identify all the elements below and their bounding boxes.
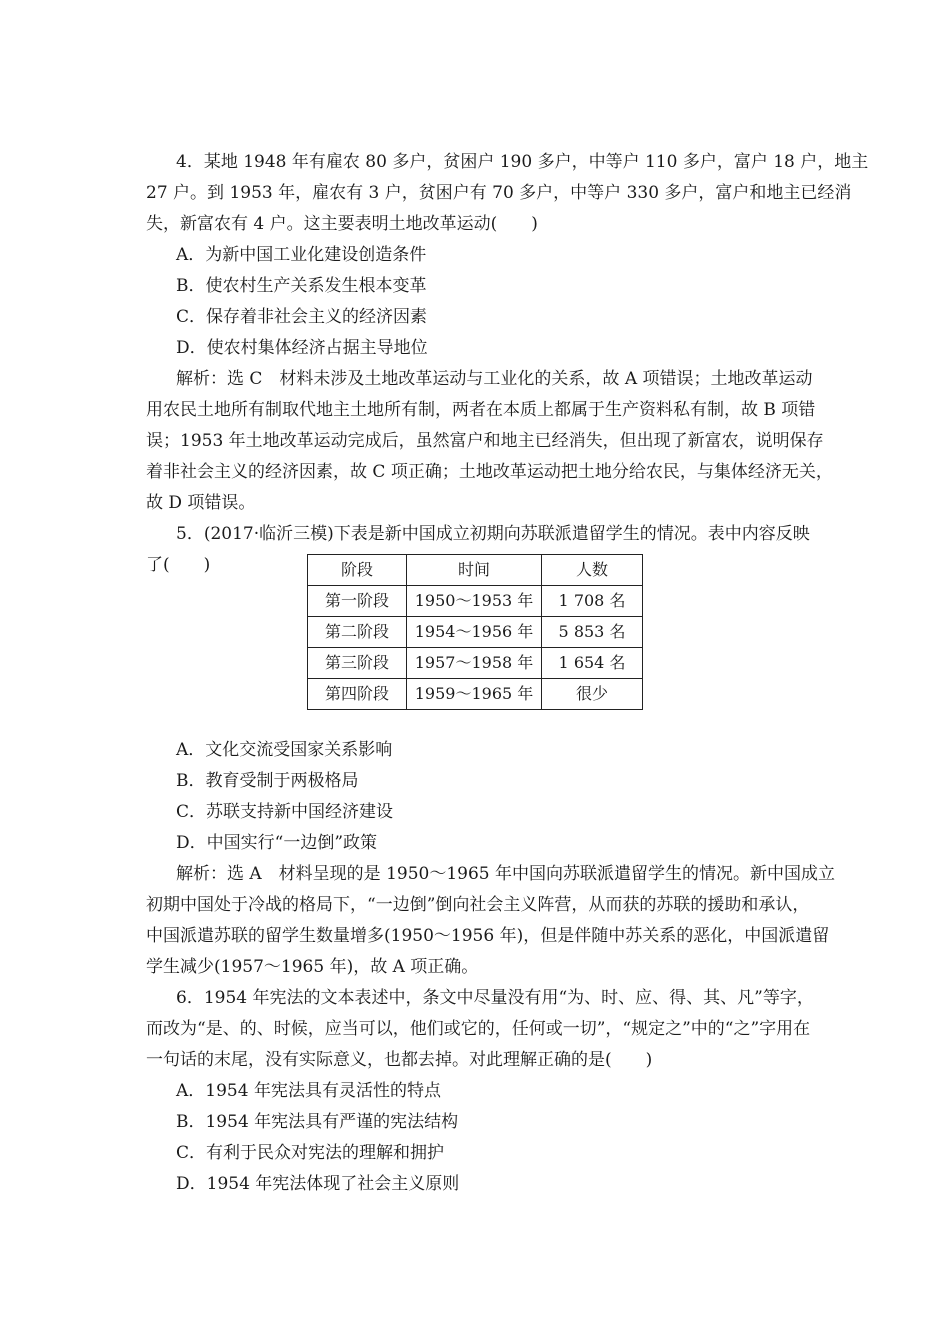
q4-stem-line-3: 失，新富农有 4 户。这主要表明土地改革运动( ) (146, 214, 538, 234)
q5-stem-line-1: 5．(2017·临沂三模)下表是新中国成立初期向苏联派遣留学生的情况。表中内容反映 (176, 524, 810, 544)
q4-option-a: A．为新中国工业化建设创造条件 (176, 245, 427, 265)
table-cell: 5 853 名 (542, 617, 643, 648)
q5-option-b: B．教育受制于两极格局 (176, 771, 359, 791)
q5-option-d: D．中国实行“一边倒”政策 (176, 833, 378, 853)
table-cell: 1 654 名 (542, 648, 643, 679)
q5-stem-line-2: 了( ) (146, 555, 211, 575)
q6-stem-line-1: 6．1954 年宪法的文本表述中，条文中尽量没有用“为、时、应、得、其、凡”等字， (176, 988, 814, 1008)
table-row (308, 586, 643, 617)
q6-option-a: A．1954 年宪法具有灵活性的特点 (176, 1081, 441, 1101)
q4-analysis-line-4: 着非社会主义的经济因素，故 C 项正确；土地改革运动把土地分给农民，与集体经济无关， (146, 462, 833, 482)
table-header-row (308, 555, 643, 586)
q6-option-c: C．有利于民众对宪法的理解和拥护 (176, 1143, 445, 1163)
q4-analysis-line-5: 故 D 项错误。 (146, 493, 256, 513)
q6-option-b: B．1954 年宪法具有严谨的宪法结构 (176, 1112, 459, 1132)
q4-option-c: C．保存着非社会主义的经济因素 (176, 307, 428, 327)
q6-option-d: D．1954 年宪法体现了社会主义原则 (176, 1174, 460, 1194)
table-row (308, 648, 643, 679)
table-cell: 很少 (542, 679, 643, 710)
students-table (307, 554, 643, 710)
q5-analysis-line-2: 初期中国处于冷战的格局下，“一边倒”倒向社会主义阵营，从而获的苏联的援助和承认， (146, 895, 810, 915)
table-cell: 1950～1953 年 (407, 586, 542, 617)
q4-option-b: B．使农村生产关系发生根本变革 (176, 276, 427, 296)
q4-stem-line-1: 4．某地 1948 年有雇农 80 多户，贫困户 190 多户，中等户 110 多户，富户 18 户，地主 (176, 152, 869, 172)
table-header-cell: 时间 (407, 555, 542, 586)
table-cell: 1 708 名 (542, 586, 643, 617)
table-cell: 第四阶段 (308, 679, 407, 710)
table-cell: 1959～1965 年 (407, 679, 542, 710)
q6-stem-line-3: 一句话的末尾，没有实际意义，也都去掉。对此理解正确的是( ) (146, 1050, 653, 1070)
table-cell: 1954～1956 年 (407, 617, 542, 648)
q4-stem-line-2: 27 户。到 1953 年，雇农有 3 户，贫困户有 70 多户，中等户 330 多户，富户和地主已经消 (146, 183, 852, 203)
table-header-cell: 阶段 (308, 555, 407, 586)
table-cell: 第三阶段 (308, 648, 407, 679)
q5-analysis-line-1: 解析：选 A 材料呈现的是 1950～1965 年中国向苏联派遣留学生的情况。新中国成立 (176, 864, 836, 884)
q6-stem-line-2: 而改为“是、的、时候，应当可以，他们或它的，任何或一切”，“规定之”中的“之”字用在 (146, 1019, 811, 1039)
q5-analysis-line-3: 中国派遣苏联的留学生数量增多(1950～1956 年)，但是伴随中苏关系的恶化，中国派遣留 (146, 926, 830, 946)
q4-analysis-line-1: 解析：选 C 材料未涉及土地改革运动与工业化的关系，故 A 项错误；土地改革运动 (176, 369, 813, 389)
table-cell: 第二阶段 (308, 617, 407, 648)
q4-analysis-line-3: 误；1953 年土地改革运动完成后，虽然富户和地主已经消失，但出现了新富农，说明保存 (146, 431, 824, 451)
table-header-cell: 人数 (542, 555, 643, 586)
table-row (308, 679, 643, 710)
q5-analysis-line-4: 学生减少(1957～1965 年)，故 A 项正确。 (146, 957, 479, 977)
q4-analysis-line-2: 用农民土地所有制取代地主土地所有制，两者在本质上都属于生产资料私有制，故 B 项错 (146, 400, 816, 420)
q5-option-c: C．苏联支持新中国经济建设 (176, 802, 394, 822)
q4-option-d: D．使农村集体经济占据主导地位 (176, 338, 428, 358)
q5-option-a: A．文化交流受国家关系影响 (176, 740, 393, 760)
table-cell: 1957～1958 年 (407, 648, 542, 679)
table-row (308, 617, 643, 648)
table-cell: 第一阶段 (308, 586, 407, 617)
